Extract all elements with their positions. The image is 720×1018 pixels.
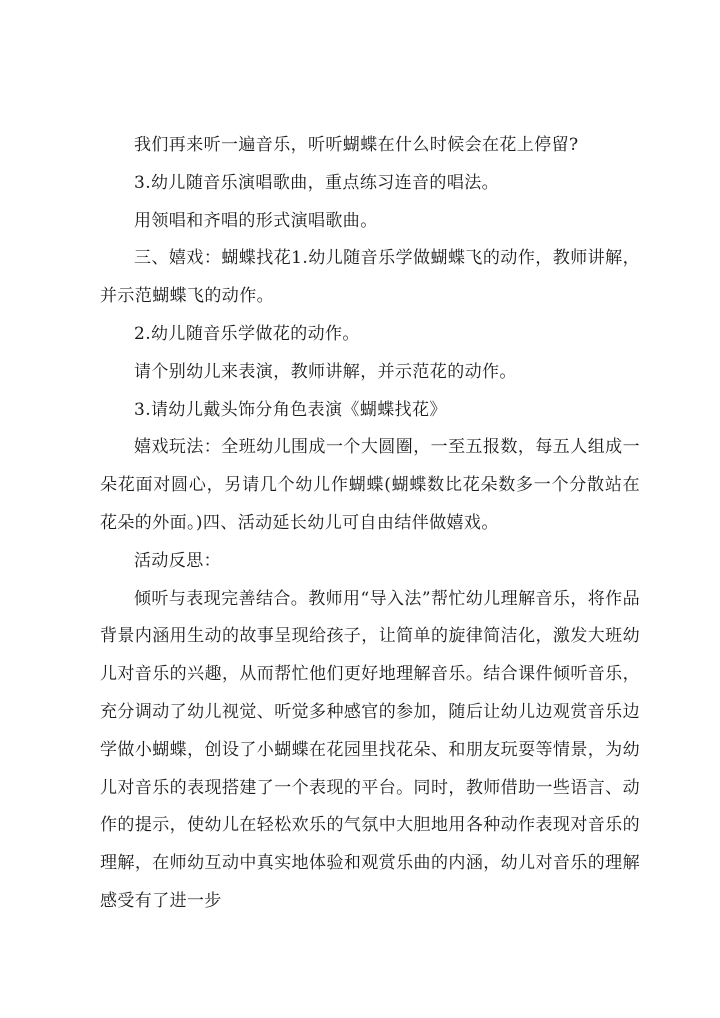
- paragraph-game-butterfly: 三、嬉戏：蝴蝶找花1.幼儿随音乐学做蝴蝶飞的动作，教师讲解，并示范蝴蝶飞的动作。: [100, 248, 640, 307]
- paragraph-individual-perform: 请个别幼儿来表演，教师讲解，并示范花的动作。: [134, 361, 517, 382]
- paragraph-game-rules: 嬉戏玩法：全班幼儿围成一个大圆圈，一至五报数，每五人组成一朵花面对圆心，另请几个幼儿作蝴蝶(蝴蝶数比花朵数多一个分散站在花朵的外面。)四、活动延长幼儿可自由结伴做嬉戏。: [100, 437, 640, 533]
- paragraph-flower-action: 2.幼儿随音乐学做花的动作。: [134, 323, 360, 344]
- paragraph-reflection-body: 倾听与表现完善结合。教师用“导入法”帮忙幼儿理解音乐，将作品背景内涵用生动的故事呈现给孩子，让简单的旋律简洁化，激发大班幼儿对音乐的兴趣，从而帮忙他们更好地理解音乐。结合课件倾听音乐，充分调动了幼儿视觉、听觉多种感官的参加，随后让幼儿边观赏音乐边学做小蝴蝶，创设了小蝴蝶在花园里找花朵、和朋友玩耍等情景，为幼儿对音乐的表现搭建了一个表现的平台。同时，教师借助一些语言、动作的提示，使幼儿在轻松欢乐的气氛中大胆地用各种动作表现对音乐的理解，在师幼互动中真实地体验和观赏乐曲的内涵，幼儿对音乐的理解感受有了进一步: [100, 588, 640, 911]
- paragraph-listen-again: 我们再来听一遍音乐，听听蝴蝶在什么时候会在花上停留?: [134, 135, 579, 155]
- document-body: [100, 127, 640, 921]
- paragraph-role-play: 3.请幼儿戴头饰分角色表演《蝴蝶找花》: [134, 399, 447, 420]
- paragraph-lead-chorus: 用领唱和齐唱的形式演唱歌曲。: [134, 210, 378, 231]
- paragraph-reflection-heading: 活动反思：: [134, 550, 221, 571]
- paragraph-sing-legato: 3.幼儿随音乐演唱歌曲，重点练习连音的唱法。: [134, 172, 500, 193]
